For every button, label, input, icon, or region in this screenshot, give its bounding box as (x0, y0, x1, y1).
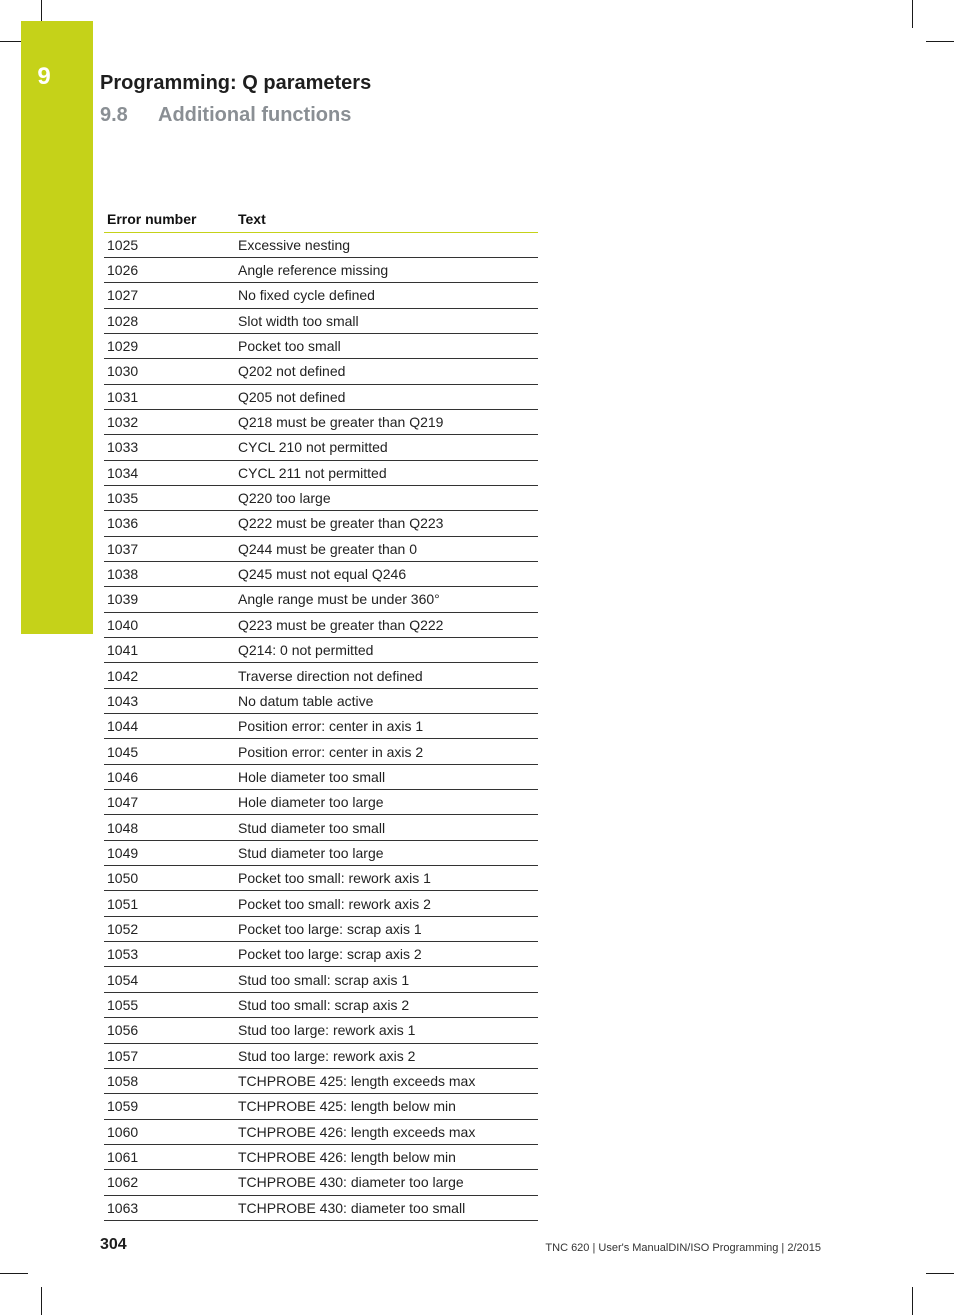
table-row (104, 638, 538, 663)
table-row (104, 283, 538, 308)
table-row (104, 1144, 538, 1169)
error-text-cell: No datum table active (235, 688, 538, 713)
table-row (104, 511, 538, 536)
error-number-cell: 1049 (104, 840, 235, 865)
table-row (104, 257, 538, 282)
error-number-cell: 1051 (104, 891, 235, 916)
error-text-cell: Traverse direction not defined (235, 663, 538, 688)
table-row (104, 764, 538, 789)
table-row (104, 232, 538, 257)
table-row (104, 815, 538, 840)
error-text-cell: Q202 not defined (235, 359, 538, 384)
error-number-cell: 1059 (104, 1094, 235, 1119)
error-text-cell: Stud too small: scrap axis 1 (235, 967, 538, 992)
table-row (104, 333, 538, 358)
table-row (104, 460, 538, 485)
error-number-cell: 1056 (104, 1018, 235, 1043)
page-number: 304 (100, 1236, 127, 1253)
error-number-cell: 1029 (104, 333, 235, 358)
table-row (104, 536, 538, 561)
error-number-cell: 1030 (104, 359, 235, 384)
error-text-cell: Q205 not defined (235, 384, 538, 409)
error-text-cell: Hole diameter too small (235, 764, 538, 789)
error-text-cell: Stud diameter too small (235, 815, 538, 840)
error-text-cell: Angle reference missing (235, 257, 538, 282)
error-number-cell: 1028 (104, 308, 235, 333)
error-number-cell: 1046 (104, 764, 235, 789)
error-text-cell: Angle range must be under 360° (235, 587, 538, 612)
error-number-cell: 1040 (104, 612, 235, 637)
error-text-cell: Stud too large: rework axis 1 (235, 1018, 538, 1043)
error-number-cell: 1050 (104, 866, 235, 891)
error-text-cell: Pocket too small: rework axis 2 (235, 891, 538, 916)
error-number-cell: 1052 (104, 916, 235, 941)
section-heading (100, 104, 351, 127)
table-row (104, 866, 538, 891)
error-text-cell: Pocket too small (235, 333, 538, 358)
error-text-cell: Stud too small: scrap axis 2 (235, 992, 538, 1017)
table-row (104, 435, 538, 460)
table-row (104, 612, 538, 637)
table-row (104, 663, 538, 688)
error-number-cell: 1045 (104, 739, 235, 764)
table-row (104, 714, 538, 739)
error-text-cell: CYCL 211 not permitted (235, 460, 538, 485)
table-row (104, 409, 538, 434)
crop-mark (0, 1273, 28, 1274)
error-number-cell: 1035 (104, 485, 235, 510)
error-text-cell: TCHPROBE 425: length exceeds max (235, 1068, 538, 1093)
error-number-cell: 1057 (104, 1043, 235, 1068)
error-text-cell: TCHPROBE 426: length exceeds max (235, 1119, 538, 1144)
table-row (104, 1094, 538, 1119)
crop-mark (912, 0, 913, 28)
crop-mark (926, 1273, 954, 1274)
error-number-cell: 1054 (104, 967, 235, 992)
error-number-cell: 1047 (104, 790, 235, 815)
crop-mark (0, 41, 21, 42)
error-number-cell: 1031 (104, 384, 235, 409)
table-row (104, 1170, 538, 1195)
table-row (104, 840, 538, 865)
table-row (104, 1195, 538, 1220)
error-text-cell: TCHPROBE 430: diameter too large (235, 1170, 538, 1195)
table-row (104, 485, 538, 510)
crop-mark (41, 1287, 42, 1315)
error-text-cell: TCHPROBE 430: diameter too small (235, 1195, 538, 1220)
table-row (104, 1018, 538, 1043)
error-number-cell: 1032 (104, 409, 235, 434)
error-number-cell: 1027 (104, 283, 235, 308)
column-header-error-number: Error number (104, 207, 235, 232)
table-row (104, 1043, 538, 1068)
error-number-cell: 1061 (104, 1144, 235, 1169)
section-number: 9.8 (100, 104, 128, 126)
footer-text: TNC 620 | User's ManualDIN/ISO Programming | 2/2015 (545, 1242, 821, 1254)
table-row (104, 790, 538, 815)
error-text-cell: TCHPROBE 425: length below min (235, 1094, 538, 1119)
table-row (104, 688, 538, 713)
table-row (104, 1119, 538, 1144)
chapter-number: 9 (37, 63, 51, 90)
crop-mark (912, 1287, 913, 1315)
error-number-cell: 1060 (104, 1119, 235, 1144)
error-number-cell: 1058 (104, 1068, 235, 1093)
error-number-cell: 1042 (104, 663, 235, 688)
table-row (104, 916, 538, 941)
error-text-cell: Q244 must be greater than 0 (235, 536, 538, 561)
error-text-cell: Q218 must be greater than Q219 (235, 409, 538, 434)
table-row (104, 992, 538, 1017)
table-header-row (104, 207, 538, 232)
error-number-cell: 1053 (104, 942, 235, 967)
chapter-title: Programming: Q parameters (100, 72, 372, 94)
error-table (104, 207, 538, 1221)
error-text-cell: Q223 must be greater than Q222 (235, 612, 538, 637)
table-row (104, 561, 538, 586)
error-text-cell: No fixed cycle defined (235, 283, 538, 308)
table-row (104, 308, 538, 333)
error-number-cell: 1038 (104, 561, 235, 586)
error-text-cell: Q222 must be greater than Q223 (235, 511, 538, 536)
error-text-cell: Q245 must not equal Q246 (235, 561, 538, 586)
table-body (104, 232, 538, 1220)
error-number-cell: 1044 (104, 714, 235, 739)
chapter-tab (21, 21, 93, 634)
table-row (104, 739, 538, 764)
crop-mark (41, 0, 42, 21)
error-text-cell: Pocket too small: rework axis 1 (235, 866, 538, 891)
error-number-cell: 1025 (104, 232, 235, 257)
error-number-cell: 1041 (104, 638, 235, 663)
error-number-cell: 1063 (104, 1195, 235, 1220)
error-text-cell: Excessive nesting (235, 232, 538, 257)
table-row (104, 359, 538, 384)
table-row (104, 587, 538, 612)
error-text-cell: Hole diameter too large (235, 790, 538, 815)
error-number-cell: 1043 (104, 688, 235, 713)
error-number-cell: 1048 (104, 815, 235, 840)
table-row (104, 891, 538, 916)
crop-mark (926, 41, 954, 42)
error-text-cell: Stud too large: rework axis 2 (235, 1043, 538, 1068)
column-header-text: Text (235, 207, 538, 232)
error-number-cell: 1036 (104, 511, 235, 536)
error-text-cell: CYCL 210 not permitted (235, 435, 538, 460)
table-row (104, 967, 538, 992)
error-number-cell: 1062 (104, 1170, 235, 1195)
error-number-cell: 1033 (104, 435, 235, 460)
error-text-cell: Position error: center in axis 1 (235, 714, 538, 739)
error-text-cell: Q220 too large (235, 485, 538, 510)
error-text-cell: Pocket too large: scrap axis 1 (235, 916, 538, 941)
error-number-cell: 1037 (104, 536, 235, 561)
error-text-cell: Position error: center in axis 2 (235, 739, 538, 764)
error-number-cell: 1034 (104, 460, 235, 485)
error-text-cell: Q214: 0 not permitted (235, 638, 538, 663)
error-text-cell: Pocket too large: scrap axis 2 (235, 942, 538, 967)
error-number-cell: 1026 (104, 257, 235, 282)
table-row (104, 1068, 538, 1093)
error-text-cell: Stud diameter too large (235, 840, 538, 865)
table-row (104, 942, 538, 967)
error-number-cell: 1039 (104, 587, 235, 612)
error-text-cell: Slot width too small (235, 308, 538, 333)
error-text-cell: TCHPROBE 426: length below min (235, 1144, 538, 1169)
error-number-cell: 1055 (104, 992, 235, 1017)
section-title: Additional functions (158, 104, 352, 126)
table-row (104, 384, 538, 409)
